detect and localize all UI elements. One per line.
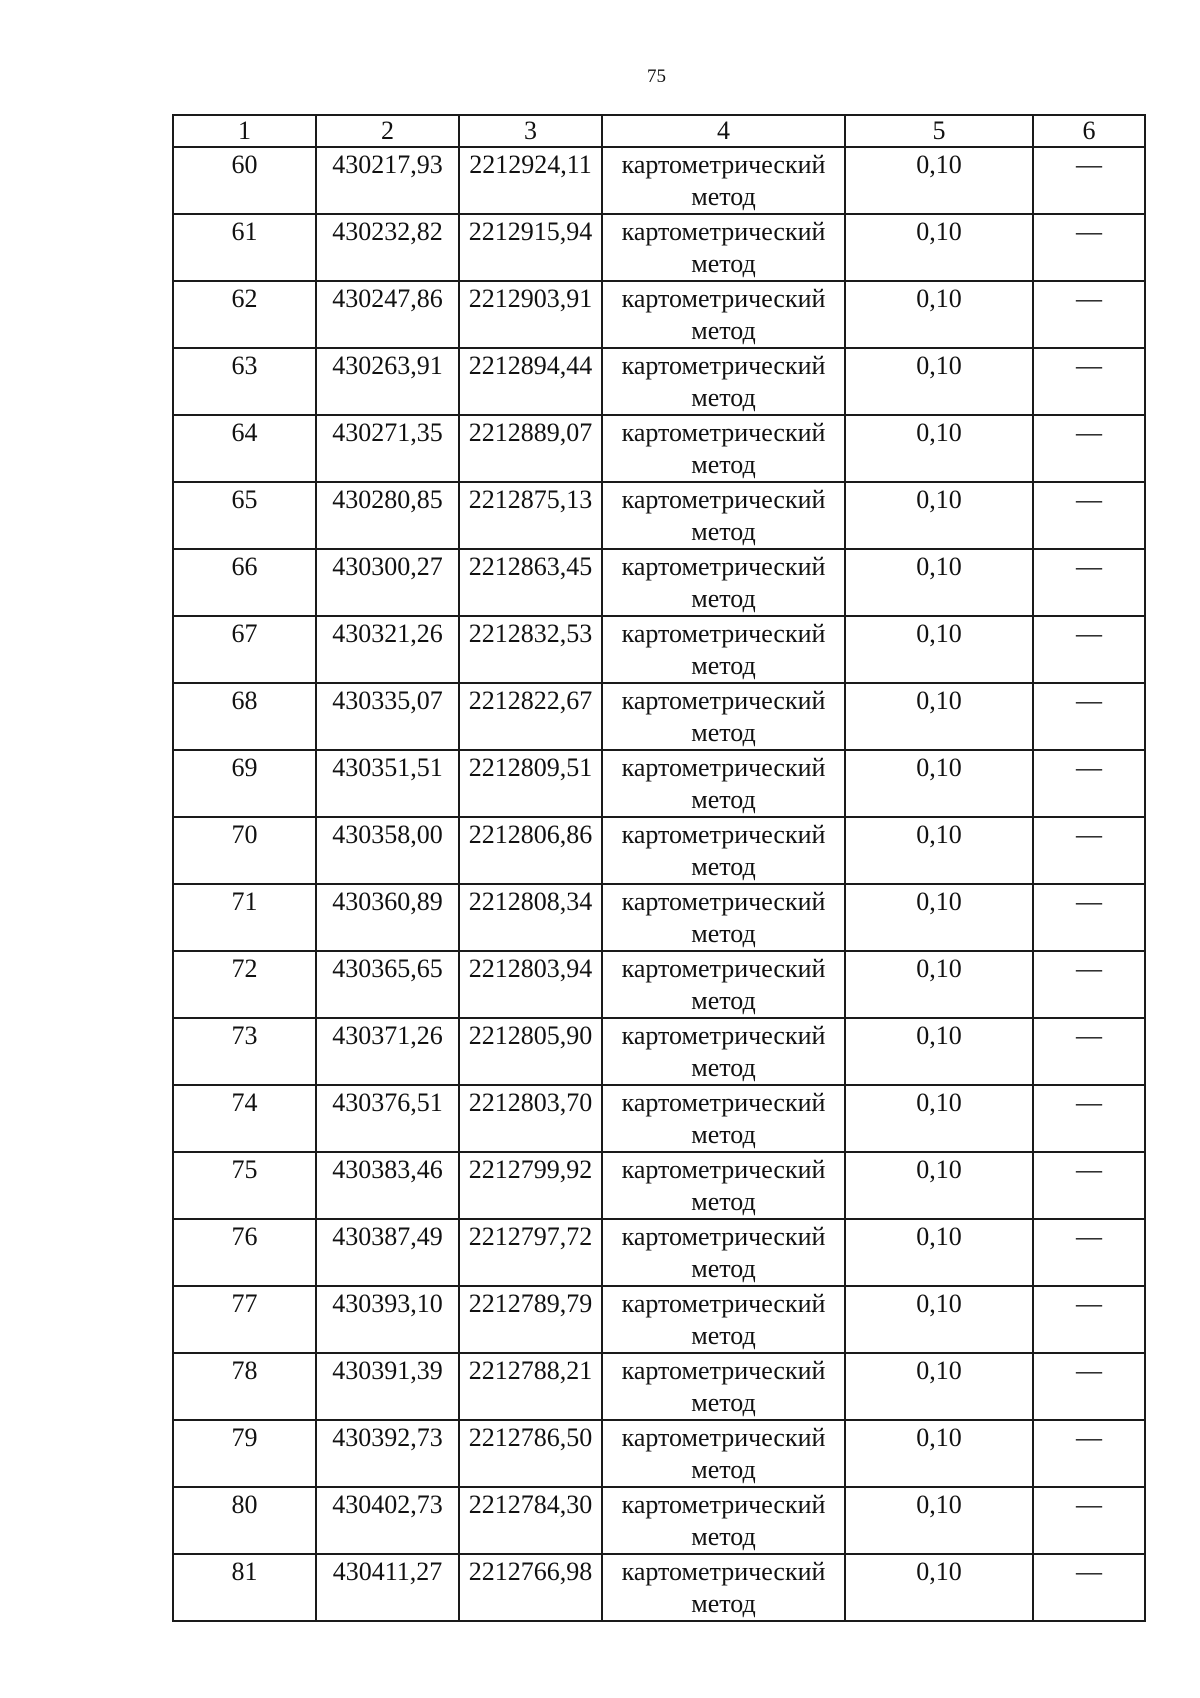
header-cell-3: 3 xyxy=(459,115,602,147)
accuracy-cell: 0,10 xyxy=(845,750,1033,817)
y-coordinate-cell: 2212803,94 xyxy=(459,951,602,1018)
method-cell xyxy=(602,951,845,1018)
point-number-cell: 75 xyxy=(173,1152,316,1219)
x-coordinate-cell: 430280,85 xyxy=(316,482,459,549)
method-line-1: картометрический xyxy=(621,485,826,514)
table-row xyxy=(173,1018,1145,1085)
description-cell: — xyxy=(1033,1420,1145,1487)
accuracy-cell: 0,10 xyxy=(845,1152,1033,1219)
page-number: 75 xyxy=(647,66,666,87)
method-line-2: метод xyxy=(691,986,756,1015)
x-coordinate-cell: 430358,00 xyxy=(316,817,459,884)
x-coordinate-cell: 430402,73 xyxy=(316,1487,459,1554)
method-cell xyxy=(602,482,845,549)
description-cell: — xyxy=(1033,817,1145,884)
method-line-2: метод xyxy=(691,1522,756,1551)
table-row xyxy=(173,1219,1145,1286)
table-row xyxy=(173,616,1145,683)
y-coordinate-cell: 2212806,86 xyxy=(459,817,602,884)
point-number-cell: 65 xyxy=(173,482,316,549)
method-line-1: картометрический xyxy=(621,1423,826,1452)
point-number-cell: 67 xyxy=(173,616,316,683)
accuracy-cell: 0,10 xyxy=(845,281,1033,348)
method-line-2: метод xyxy=(691,383,756,412)
accuracy-cell: 0,10 xyxy=(845,1219,1033,1286)
method-line-2: метод xyxy=(691,584,756,613)
accuracy-cell: 0,10 xyxy=(845,683,1033,750)
method-cell xyxy=(602,884,845,951)
description-cell: — xyxy=(1033,750,1145,817)
method-line-1: картометрический xyxy=(621,1557,826,1586)
y-coordinate-cell: 2212809,51 xyxy=(459,750,602,817)
method-line-2: метод xyxy=(691,785,756,814)
x-coordinate-cell: 430411,27 xyxy=(316,1554,459,1621)
y-coordinate-cell: 2212789,79 xyxy=(459,1286,602,1353)
method-cell xyxy=(602,616,845,683)
header-cell-4: 4 xyxy=(602,115,845,147)
y-coordinate-cell: 2212797,72 xyxy=(459,1219,602,1286)
description-cell: — xyxy=(1033,214,1145,281)
method-line-2: метод xyxy=(691,1120,756,1149)
method-cell xyxy=(602,1420,845,1487)
description-cell: — xyxy=(1033,1554,1145,1621)
coordinates-table-container xyxy=(172,114,1146,1622)
x-coordinate-cell: 430263,91 xyxy=(316,348,459,415)
method-cell xyxy=(602,1353,845,1420)
method-line-2: метод xyxy=(691,182,756,211)
table-row xyxy=(173,415,1145,482)
method-line-1: картометрический xyxy=(621,1021,826,1050)
method-line-2: метод xyxy=(691,852,756,881)
y-coordinate-cell: 2212863,45 xyxy=(459,549,602,616)
description-cell: — xyxy=(1033,147,1145,214)
y-coordinate-cell: 2212805,90 xyxy=(459,1018,602,1085)
description-cell: — xyxy=(1033,415,1145,482)
accuracy-cell: 0,10 xyxy=(845,616,1033,683)
accuracy-cell: 0,10 xyxy=(845,482,1033,549)
y-coordinate-cell: 2212924,11 xyxy=(459,147,602,214)
point-number-cell: 70 xyxy=(173,817,316,884)
table-row xyxy=(173,214,1145,281)
method-line-2: метод xyxy=(691,1187,756,1216)
description-cell: — xyxy=(1033,482,1145,549)
y-coordinate-cell: 2212894,44 xyxy=(459,348,602,415)
point-number-cell: 71 xyxy=(173,884,316,951)
y-coordinate-cell: 2212766,98 xyxy=(459,1554,602,1621)
description-cell: — xyxy=(1033,348,1145,415)
method-line-1: картометрический xyxy=(621,150,826,179)
x-coordinate-cell: 430376,51 xyxy=(316,1085,459,1152)
y-coordinate-cell: 2212788,21 xyxy=(459,1353,602,1420)
point-number-cell: 74 xyxy=(173,1085,316,1152)
description-cell: — xyxy=(1033,1219,1145,1286)
method-cell xyxy=(602,1554,845,1621)
point-number-cell: 81 xyxy=(173,1554,316,1621)
description-cell: — xyxy=(1033,1487,1145,1554)
point-number-cell: 80 xyxy=(173,1487,316,1554)
point-number-cell: 63 xyxy=(173,348,316,415)
accuracy-cell: 0,10 xyxy=(845,884,1033,951)
method-line-2: метод xyxy=(691,1589,756,1618)
method-cell xyxy=(602,549,845,616)
description-cell: — xyxy=(1033,1018,1145,1085)
method-line-1: картометрический xyxy=(621,552,826,581)
point-number-cell: 60 xyxy=(173,147,316,214)
method-line-2: метод xyxy=(691,1455,756,1484)
y-coordinate-cell: 2212786,50 xyxy=(459,1420,602,1487)
accuracy-cell: 0,10 xyxy=(845,214,1033,281)
x-coordinate-cell: 430383,46 xyxy=(316,1152,459,1219)
x-coordinate-cell: 430217,93 xyxy=(316,147,459,214)
accuracy-cell: 0,10 xyxy=(845,549,1033,616)
method-line-1: картометрический xyxy=(621,1490,826,1519)
method-line-2: метод xyxy=(691,919,756,948)
description-cell: — xyxy=(1033,683,1145,750)
accuracy-cell: 0,10 xyxy=(845,1018,1033,1085)
table-row xyxy=(173,1286,1145,1353)
point-number-cell: 77 xyxy=(173,1286,316,1353)
method-cell xyxy=(602,1085,845,1152)
method-cell xyxy=(602,1018,845,1085)
table-row xyxy=(173,281,1145,348)
table-row xyxy=(173,683,1145,750)
point-number-cell: 62 xyxy=(173,281,316,348)
method-line-1: картометрический xyxy=(621,418,826,447)
x-coordinate-cell: 430351,51 xyxy=(316,750,459,817)
description-cell: — xyxy=(1033,1353,1145,1420)
method-cell xyxy=(602,1219,845,1286)
method-cell xyxy=(602,147,845,214)
point-number-cell: 66 xyxy=(173,549,316,616)
method-line-1: картометрический xyxy=(621,1088,826,1117)
method-cell xyxy=(602,817,845,884)
accuracy-cell: 0,10 xyxy=(845,415,1033,482)
header-cell-6: 6 xyxy=(1033,115,1145,147)
method-cell xyxy=(602,348,845,415)
point-number-cell: 69 xyxy=(173,750,316,817)
accuracy-cell: 0,10 xyxy=(845,1085,1033,1152)
y-coordinate-cell: 2212832,53 xyxy=(459,616,602,683)
y-coordinate-cell: 2212799,92 xyxy=(459,1152,602,1219)
description-cell: — xyxy=(1033,1152,1145,1219)
accuracy-cell: 0,10 xyxy=(845,1353,1033,1420)
method-line-1: картометрический xyxy=(621,887,826,916)
table-row xyxy=(173,817,1145,884)
accuracy-cell: 0,10 xyxy=(845,951,1033,1018)
method-line-2: метод xyxy=(691,450,756,479)
method-line-2: метод xyxy=(691,249,756,278)
description-cell: — xyxy=(1033,1286,1145,1353)
method-cell xyxy=(602,1487,845,1554)
method-line-1: картометрический xyxy=(621,284,826,313)
y-coordinate-cell: 2212822,67 xyxy=(459,683,602,750)
table-body xyxy=(173,147,1145,1621)
header-cell-1: 1 xyxy=(173,115,316,147)
header-cell-2: 2 xyxy=(316,115,459,147)
x-coordinate-cell: 430392,73 xyxy=(316,1420,459,1487)
method-cell xyxy=(602,281,845,348)
method-line-2: метод xyxy=(691,1254,756,1283)
method-line-1: картометрический xyxy=(621,753,826,782)
coordinates-table xyxy=(172,114,1146,1622)
x-coordinate-cell: 430391,39 xyxy=(316,1353,459,1420)
accuracy-cell: 0,10 xyxy=(845,1554,1033,1621)
table-row xyxy=(173,1152,1145,1219)
method-line-2: метод xyxy=(691,1053,756,1082)
point-number-cell: 76 xyxy=(173,1219,316,1286)
table-row xyxy=(173,482,1145,549)
table-row xyxy=(173,951,1145,1018)
method-cell xyxy=(602,1286,845,1353)
table-row xyxy=(173,1353,1145,1420)
accuracy-cell: 0,10 xyxy=(845,817,1033,884)
method-cell xyxy=(602,415,845,482)
point-number-cell: 78 xyxy=(173,1353,316,1420)
description-cell: — xyxy=(1033,281,1145,348)
x-coordinate-cell: 430335,07 xyxy=(316,683,459,750)
method-line-1: картометрический xyxy=(621,619,826,648)
accuracy-cell: 0,10 xyxy=(845,1420,1033,1487)
method-line-1: картометрический xyxy=(621,686,826,715)
table-row xyxy=(173,750,1145,817)
x-coordinate-cell: 430360,89 xyxy=(316,884,459,951)
x-coordinate-cell: 430371,26 xyxy=(316,1018,459,1085)
point-number-cell: 79 xyxy=(173,1420,316,1487)
y-coordinate-cell: 2212803,70 xyxy=(459,1085,602,1152)
table-row xyxy=(173,1420,1145,1487)
x-coordinate-cell: 430271,35 xyxy=(316,415,459,482)
table-row xyxy=(173,1487,1145,1554)
description-cell: — xyxy=(1033,884,1145,951)
table-row xyxy=(173,884,1145,951)
method-cell xyxy=(602,750,845,817)
method-line-2: метод xyxy=(691,1321,756,1350)
method-line-1: картометрический xyxy=(621,954,826,983)
point-number-cell: 61 xyxy=(173,214,316,281)
point-number-cell: 72 xyxy=(173,951,316,1018)
accuracy-cell: 0,10 xyxy=(845,348,1033,415)
table-row xyxy=(173,1554,1145,1621)
x-coordinate-cell: 430387,49 xyxy=(316,1219,459,1286)
x-coordinate-cell: 430300,27 xyxy=(316,549,459,616)
point-number-cell: 64 xyxy=(173,415,316,482)
accuracy-cell: 0,10 xyxy=(845,1286,1033,1353)
x-coordinate-cell: 430232,82 xyxy=(316,214,459,281)
description-cell: — xyxy=(1033,549,1145,616)
method-line-1: картометрический xyxy=(621,1222,826,1251)
method-line-2: метод xyxy=(691,316,756,345)
method-line-1: картометрический xyxy=(621,351,826,380)
y-coordinate-cell: 2212915,94 xyxy=(459,214,602,281)
description-cell: — xyxy=(1033,951,1145,1018)
y-coordinate-cell: 2212808,34 xyxy=(459,884,602,951)
description-cell: — xyxy=(1033,1085,1145,1152)
method-line-2: метод xyxy=(691,517,756,546)
method-cell xyxy=(602,1152,845,1219)
table-header xyxy=(173,115,1145,147)
method-line-1: картометрический xyxy=(621,1155,826,1184)
table-row xyxy=(173,348,1145,415)
header-row xyxy=(173,115,1145,147)
table-row xyxy=(173,549,1145,616)
description-cell: — xyxy=(1033,616,1145,683)
method-line-1: картометрический xyxy=(621,217,826,246)
method-line-1: картометрический xyxy=(621,820,826,849)
header-cell-5: 5 xyxy=(845,115,1033,147)
method-line-2: метод xyxy=(691,718,756,747)
x-coordinate-cell: 430247,86 xyxy=(316,281,459,348)
method-line-1: картометрический xyxy=(621,1289,826,1318)
accuracy-cell: 0,10 xyxy=(845,1487,1033,1554)
accuracy-cell: 0,10 xyxy=(845,147,1033,214)
x-coordinate-cell: 430321,26 xyxy=(316,616,459,683)
x-coordinate-cell: 430393,10 xyxy=(316,1286,459,1353)
table-row xyxy=(173,147,1145,214)
method-cell xyxy=(602,214,845,281)
point-number-cell: 73 xyxy=(173,1018,316,1085)
x-coordinate-cell: 430365,65 xyxy=(316,951,459,1018)
method-line-1: картометрический xyxy=(621,1356,826,1385)
method-line-2: метод xyxy=(691,1388,756,1417)
y-coordinate-cell: 2212784,30 xyxy=(459,1487,602,1554)
point-number-cell: 68 xyxy=(173,683,316,750)
y-coordinate-cell: 2212903,91 xyxy=(459,281,602,348)
y-coordinate-cell: 2212889,07 xyxy=(459,415,602,482)
method-line-2: метод xyxy=(691,651,756,680)
y-coordinate-cell: 2212875,13 xyxy=(459,482,602,549)
method-cell xyxy=(602,683,845,750)
table-row xyxy=(173,1085,1145,1152)
